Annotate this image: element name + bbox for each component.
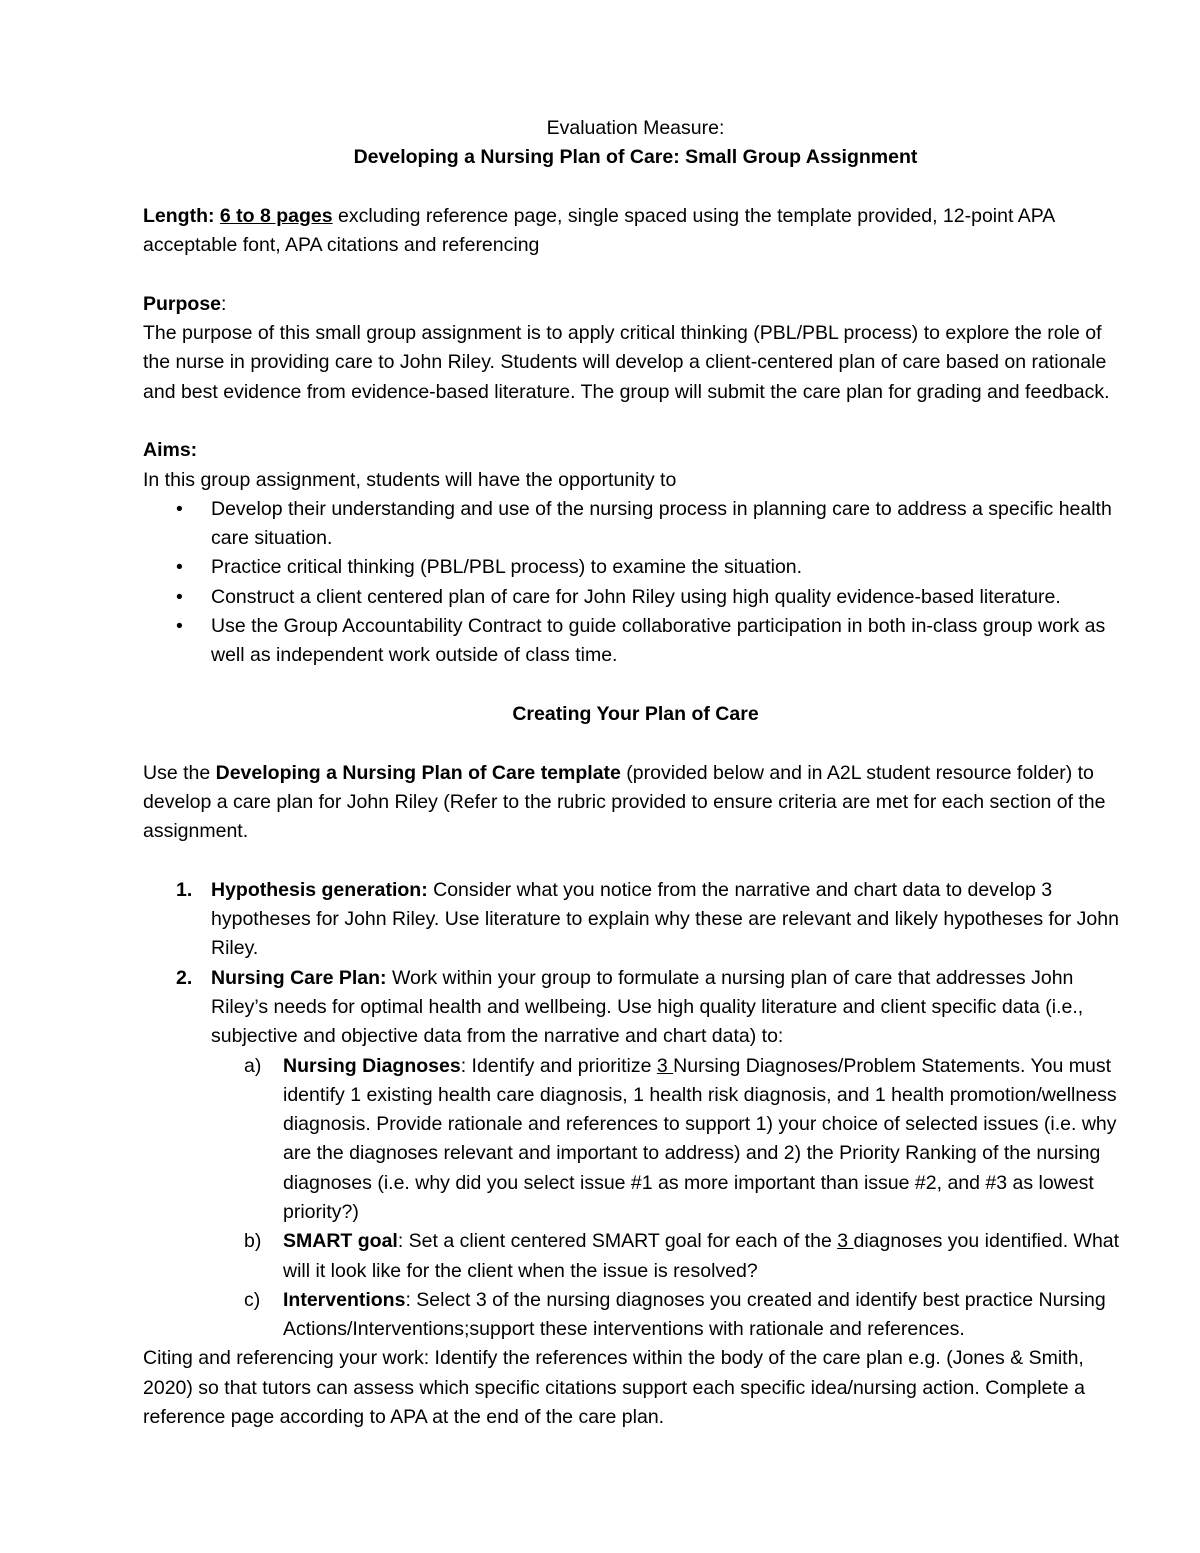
title-line-2 (143, 143, 1128, 172)
substep-pre: : Select 3 of the nursing diagnoses you created and identify best practice Nursing Actions/Interventions;support these interventions with rationale and references. (283, 1288, 1106, 1341)
substep-label: Interventions (283, 1288, 406, 1311)
spacer (143, 173, 1128, 202)
substep-post: Nursing Diagnoses/Problem Statements. You must identify 1 existing health care diagnosis, 1 health risk diagnosis, and 1 health promotion/wellness diagnosis. Provide rationale and references to support 1) your choice of selected issues (i.e. why are the diagnoses relevant and important to address) and 2) the Priority Ranking of the nursing diagnoses (i.e. why did you select issue #1 as more important than issue #2, and #3 as lowest priority?) (283, 1054, 1117, 1223)
creating-heading-text: Creating Your Plan of Care (512, 702, 759, 725)
step-number: 2. (176, 966, 193, 989)
substep-pre: : Identify and prioritize (460, 1054, 657, 1077)
step-item (176, 876, 1128, 964)
substep-count: 3 (837, 1230, 854, 1253)
spacer (143, 671, 1128, 700)
title-line-1: Evaluation Measure: (546, 117, 725, 139)
length-paragraph (143, 202, 1128, 261)
substep-label: Nursing Diagnoses (283, 1054, 461, 1077)
spacer (143, 846, 1128, 875)
substep-item (244, 1286, 1128, 1345)
aims-heading (143, 436, 1128, 465)
aims-item: • Use the Group Accountability Contract to guide collaborative participation in both in-class group work as well as independent work outside of class time. (211, 612, 1128, 671)
purpose-colon: : (221, 292, 227, 315)
substep-item (244, 1052, 1128, 1228)
aims-item: • Practice critical thinking (PBL/PBL process) to examine the situation. (211, 553, 1128, 582)
creating-intro-pre: Use the (143, 761, 216, 784)
substep-pre: : Set a client centered SMART goal for each of the (397, 1230, 838, 1253)
substep-count: 3 (656, 1054, 674, 1077)
step-item (176, 964, 1128, 1345)
aims-intro: In this group assignment, students will have the opportunity to (143, 468, 677, 491)
step-label: Nursing Care Plan: (211, 966, 387, 989)
length-pages (220, 205, 333, 227)
step-label: Hypothesis generation: (211, 878, 428, 901)
substep-letter: c) (244, 1288, 261, 1311)
creating-intro-post: (provided below and in A2L student resource folder) to develop a care plan for John Riley (Refer to the rubric provided to ensure criteria are met for each section of the assignment. (143, 761, 1106, 843)
substep-label: SMART goal (283, 1230, 398, 1253)
template-name: Developing a Nursing Plan of Care template (215, 761, 621, 784)
purpose-heading (143, 290, 1128, 319)
substep-letter: a) (244, 1054, 262, 1077)
step-text: Consider what you notice from the narrative and chart data to develop 3 hypotheses for John Riley. Use literature to explain why these are relevant and likely hypotheses for John Riley. (211, 878, 1119, 960)
spacer (143, 260, 1128, 289)
creating-heading (143, 700, 1128, 729)
purpose-paragraph: The purpose of this small group assignment is to apply critical thinking (PBL/PBL process) to explore the role of the nurse in providing care to John Riley. Students will develop a client-centered plan of care based on rationale and best evidence from evidence-based literature. The group will submit the care plan for grading and feedback. (143, 322, 1110, 403)
aims-item: • Construct a client centered plan of care for John Riley using high quality evidence-based literature. (211, 583, 1128, 612)
purpose-label: Purpose (143, 292, 222, 315)
length-text: excluding reference page, single spaced using the template provided, 12-point APA acceptable font, APA citations and referencing (143, 204, 1055, 257)
step-text: Work within your group to formulate a nursing plan of care that addresses John Riley’s needs for optimal health and wellbeing. Use high quality literature and client specific data (i.e., subjective and objective data from the narrative and chart data) to: (211, 966, 1084, 1048)
step-number: 1. (176, 878, 193, 901)
creating-intro (143, 759, 1128, 847)
length-label: Length: (143, 204, 215, 227)
steps-list (143, 876, 1128, 1345)
spacer (143, 407, 1128, 436)
spacer (143, 729, 1128, 758)
title-line-2-text: Developing a Nursing Plan of Care: Small Group Assignment (353, 146, 918, 169)
substep-post: diagnoses you identified. What will it look like for the client when the issue is resolved? (283, 1230, 1120, 1282)
substep-item (244, 1227, 1128, 1286)
aims-label: Aims: (143, 439, 198, 462)
aims-item: • Develop their understanding and use of the nursing process in planning care to address a specific health care situation. (211, 495, 1128, 554)
citing-paragraph: Citing and referencing your work: Identify the references within the body of the care plan e.g. (Jones & Smith, 2020) so that tutors can assess which specific citations support each specific idea/nursing action. Complete a reference page according to APA at the end of the care plan. (143, 1347, 1085, 1429)
aims-list (143, 495, 1128, 671)
length-pages-text: 6 to 8 pages (219, 204, 333, 227)
substeps-list (211, 1052, 1128, 1345)
substep-letter: b) (244, 1230, 262, 1253)
document-body (143, 114, 1128, 1432)
